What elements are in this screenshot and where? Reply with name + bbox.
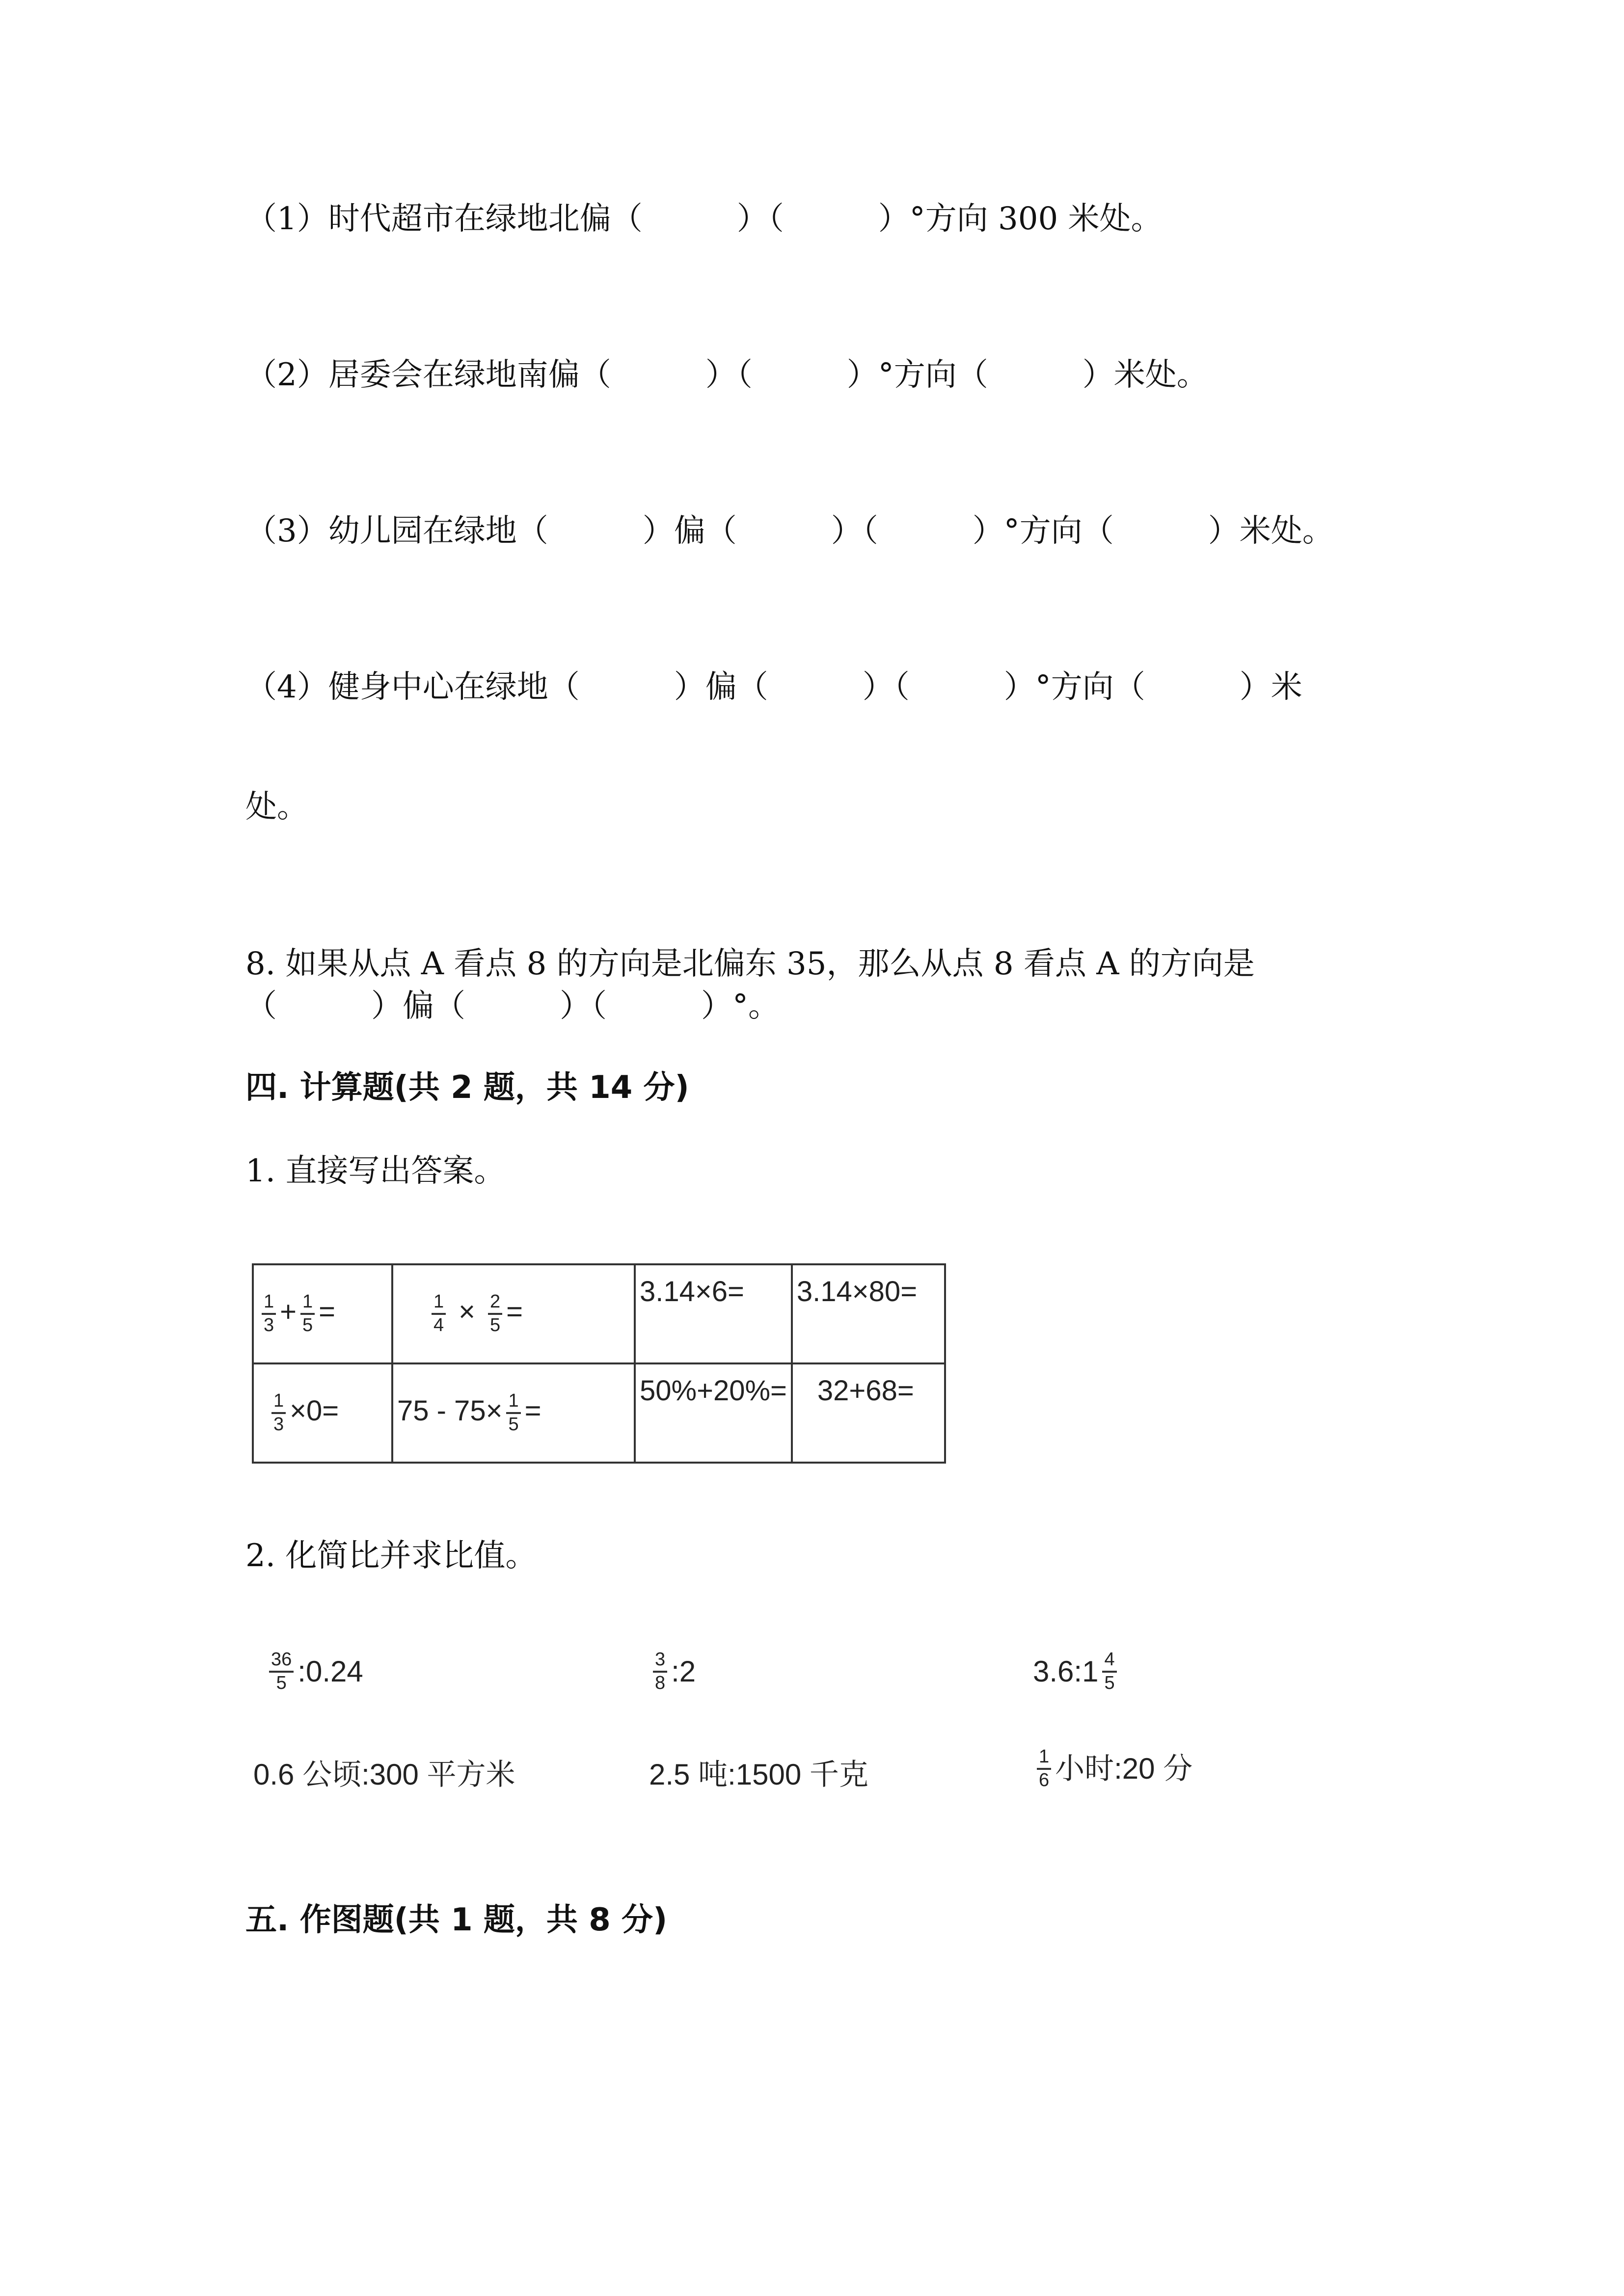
q7-item-1: （1）时代超市在绿地北偏（ ）（ ）°方向 300 米处。 xyxy=(245,201,1163,237)
expression-rest: ×0= xyxy=(290,1395,339,1427)
fraction xyxy=(300,1292,315,1335)
fraction xyxy=(1102,1650,1116,1693)
numerator: 1 xyxy=(1037,1747,1051,1770)
q7-item-3: （3）幼儿园在绿地（ ）偏（ ）（ ）°方向（ ）米处。 xyxy=(245,513,1334,549)
table-row xyxy=(253,1363,945,1463)
section-5-title: 五. 作图题(共 1 题，共 8 分) xyxy=(245,1902,668,1938)
ratio-rest: :0.24 xyxy=(298,1655,363,1688)
table-cell xyxy=(253,1264,392,1363)
table-cell: 3.14×80= xyxy=(792,1264,945,1363)
table-cell: 50%+20%= xyxy=(635,1363,792,1463)
fraction xyxy=(1037,1747,1051,1790)
section-4-q1-prompt: 1. 直接写出答案。 xyxy=(245,1153,506,1189)
expression-start: 75 - 75× xyxy=(397,1395,503,1427)
numerator: 36 xyxy=(269,1650,294,1673)
denominator: 5 xyxy=(1104,1672,1115,1693)
table-cell xyxy=(392,1264,635,1363)
fraction xyxy=(506,1391,520,1435)
q7-item-4-continuation: 处。 xyxy=(245,789,308,825)
numerator: 4 xyxy=(1102,1650,1116,1673)
q7-item-4: （4）健身中心在绿地（ ）偏（ ）（ ）°方向（ ）米 xyxy=(245,669,1302,705)
fraction xyxy=(432,1292,446,1335)
ratio-item: 2.5 吨:1500 千克 xyxy=(649,1758,868,1791)
table-cell xyxy=(392,1363,635,1463)
section-4-title: 四. 计算题(共 2 题，共 14 分) xyxy=(245,1069,689,1106)
table-cell: 32+68= xyxy=(792,1363,945,1463)
fraction xyxy=(269,1650,294,1693)
numerator: 1 xyxy=(262,1292,276,1315)
equals-sign: = xyxy=(506,1296,523,1328)
fraction xyxy=(271,1391,286,1435)
table-cell xyxy=(253,1363,392,1463)
denominator: 4 xyxy=(433,1315,444,1335)
q8-line-1: 8. 如果从点 A 看点 8 的方向是北偏东 35，那么从点 8 看点 A 的方向是 xyxy=(245,946,1255,982)
equals-sign: = xyxy=(319,1296,336,1328)
numerator: 1 xyxy=(300,1292,315,1315)
ratio-item xyxy=(1033,1650,1121,1693)
fraction xyxy=(262,1292,276,1335)
ratio-rest: :2 xyxy=(671,1655,696,1688)
ratio-item xyxy=(1033,1747,1192,1790)
ratio-rest: 小时:20 分 xyxy=(1055,1752,1193,1785)
operator: × xyxy=(459,1296,476,1328)
denominator: 5 xyxy=(490,1315,501,1335)
ratio-item xyxy=(265,1650,363,1693)
denominator: 5 xyxy=(508,1414,519,1435)
denominator: 3 xyxy=(273,1414,284,1435)
fraction xyxy=(488,1292,502,1335)
numerator: 1 xyxy=(432,1292,446,1315)
denominator: 5 xyxy=(276,1672,287,1693)
denominator: 8 xyxy=(655,1672,666,1693)
operator: + xyxy=(280,1296,297,1328)
denominator: 3 xyxy=(264,1315,274,1335)
denominator: 5 xyxy=(302,1315,313,1335)
ratio-item: 0.6 公顷:300 平方米 xyxy=(253,1758,515,1791)
ratio-start: 3.6:1 xyxy=(1033,1655,1099,1688)
equals-sign: = xyxy=(524,1395,541,1427)
table-cell: 3.14×6= xyxy=(635,1264,792,1363)
numerator: 3 xyxy=(653,1650,667,1673)
ratio-item xyxy=(649,1650,696,1693)
numerator: 1 xyxy=(271,1391,286,1414)
denominator: 6 xyxy=(1039,1769,1050,1790)
numerator: 1 xyxy=(506,1391,520,1414)
q8-line-2: （ ）偏（ ）（ ）°。 xyxy=(245,988,780,1024)
section-4-q2-prompt: 2. 化简比并求比值。 xyxy=(245,1538,537,1574)
numerator: 2 xyxy=(488,1292,502,1315)
calculation-table xyxy=(252,1263,946,1464)
q7-item-2: （2）居委会在绿地南偏（ ）（ ）°方向（ ）米处。 xyxy=(245,357,1208,393)
table-row xyxy=(253,1264,945,1363)
fraction xyxy=(653,1650,667,1693)
